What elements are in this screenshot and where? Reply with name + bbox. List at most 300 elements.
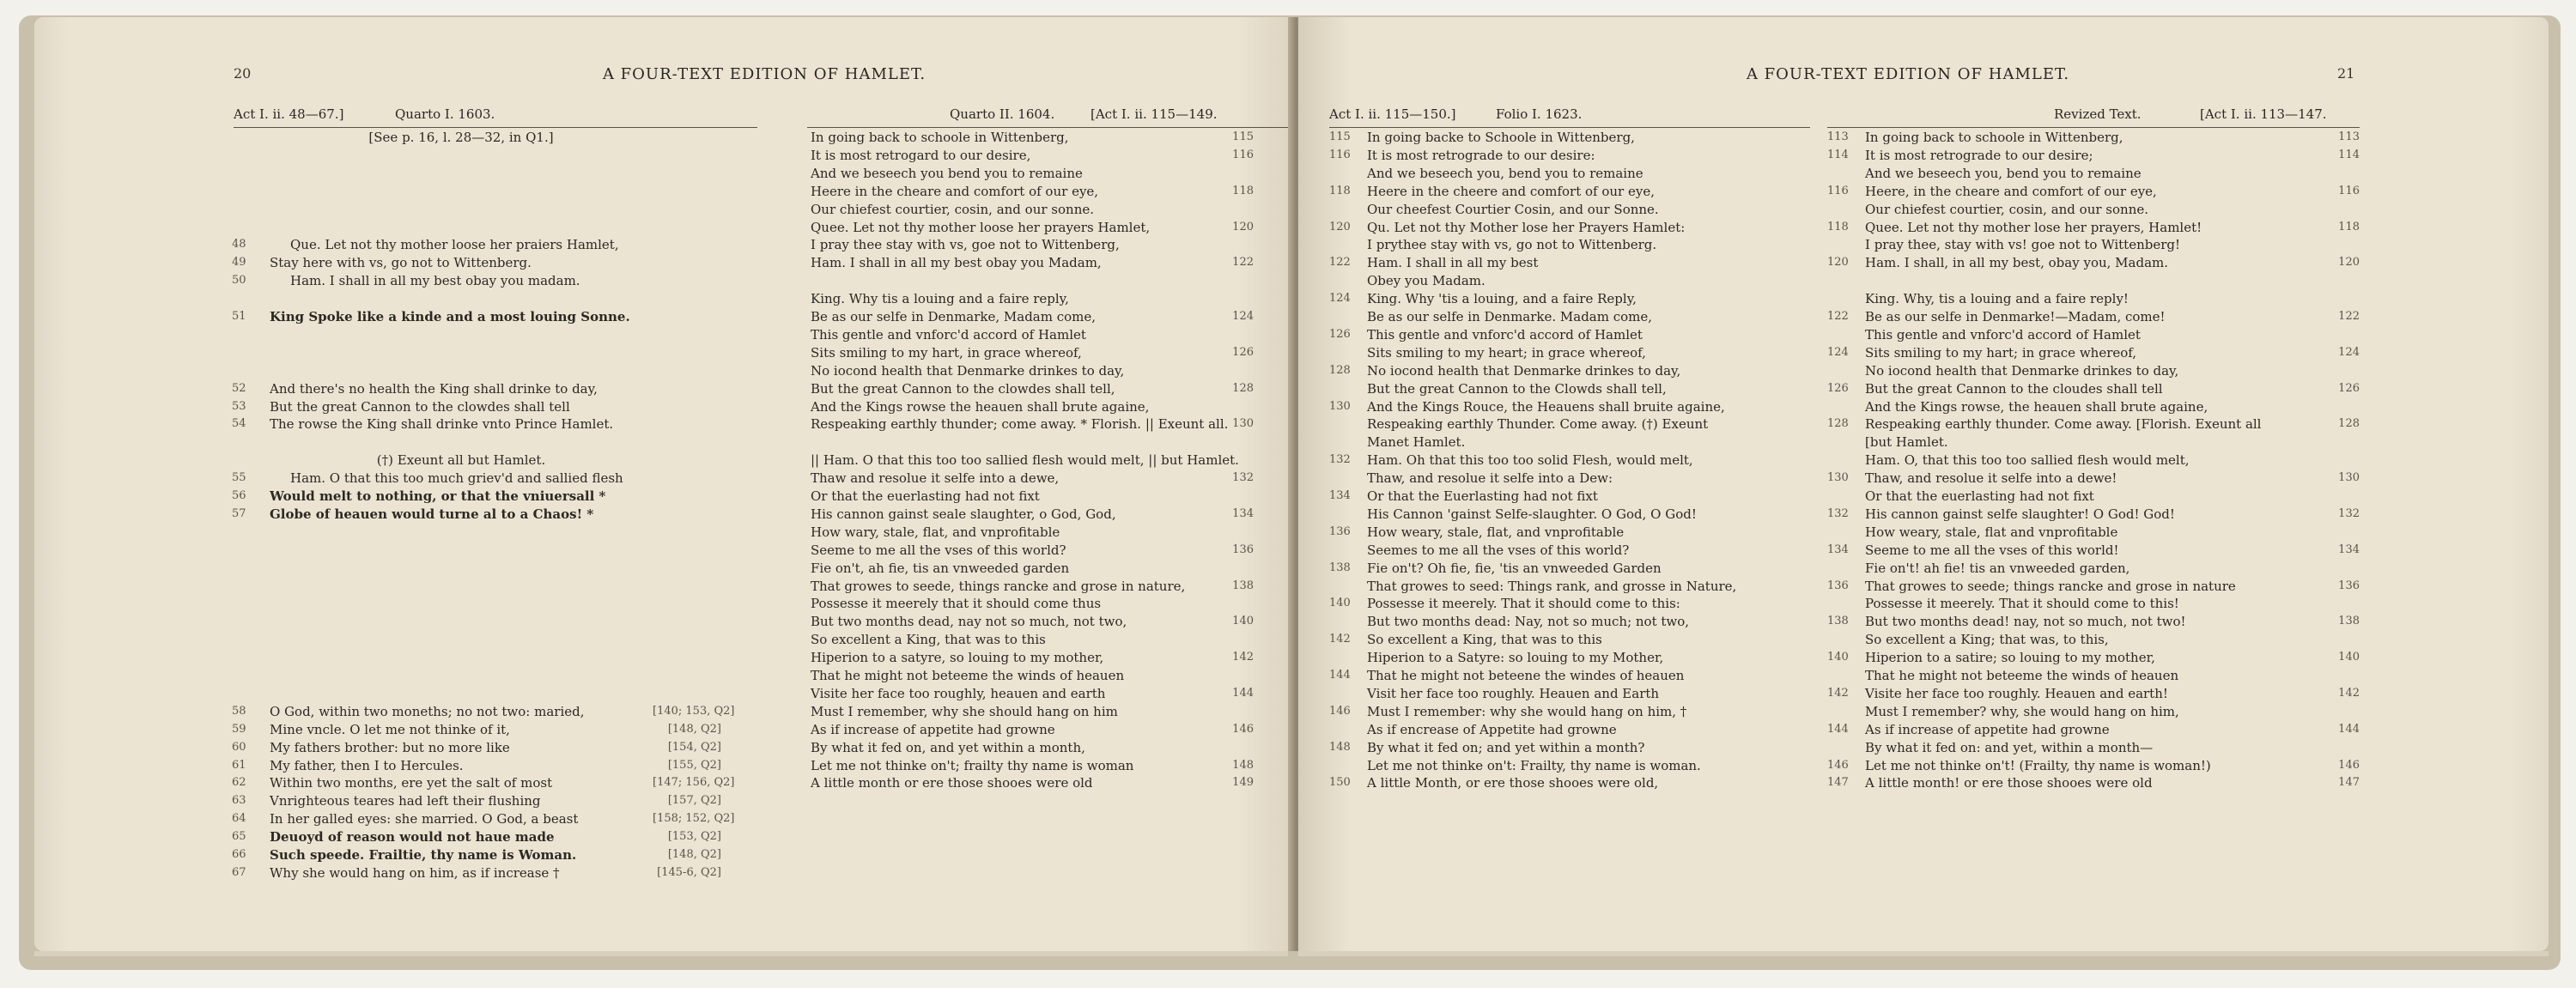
line-text: Fie on't? Oh fie, fie, 'tis an vnweeded Garden — [1367, 560, 1662, 576]
text-line — [773, 703, 1254, 720]
text-line — [1329, 236, 1810, 253]
line-text: And there's no health the King shall drinke to day, — [270, 380, 598, 397]
line-reference: 118 — [1232, 184, 1254, 197]
text-line — [1827, 326, 2360, 343]
text-line — [1329, 667, 1810, 684]
line-reference: 128 — [1232, 381, 1254, 395]
line-reference: 132 — [1232, 471, 1254, 485]
text-line — [1827, 362, 2360, 379]
text-line — [773, 236, 1254, 253]
text-line — [773, 721, 1254, 738]
page-edge-right — [1298, 951, 2549, 956]
line-text: As if increase of appetite had growne — [1865, 721, 2110, 737]
text-line — [773, 578, 1254, 595]
line-text: His cannon gainst selfe slaughter! O God! God! — [1865, 506, 2175, 522]
line-text: So excellent a King; that was, to this, — [1865, 632, 2109, 648]
text-line — [1827, 129, 2360, 146]
text-line — [773, 129, 1254, 146]
line-text: Hiperion to a satire; so louing to my mother, — [1865, 650, 2155, 666]
line-text: O God, within two moneths; no not two: maried, — [270, 703, 585, 719]
running-head: A FOUR-TEXT EDITION OF HAMLET. — [1746, 65, 2070, 83]
text-line — [773, 147, 1254, 164]
line-number: 116 — [1329, 148, 1351, 161]
text-line — [232, 828, 721, 846]
line-reference: 138 — [2338, 615, 2360, 628]
text-line — [1827, 488, 2360, 505]
text-line — [773, 201, 1254, 218]
text-line — [1329, 452, 1810, 469]
line-text: Respeaking earthly thunder; come away. * Florish. || Exeunt all. — [811, 416, 1229, 433]
line-reference: 144 — [2338, 722, 2360, 736]
line-text: As if increase of appetite had growne — [811, 721, 1055, 737]
text-line — [1329, 398, 1810, 415]
text-line — [1329, 344, 1810, 361]
line-reference: 144 — [1232, 686, 1254, 700]
line-reference: [147; 156, Q2] — [653, 776, 735, 790]
line-text: Within two months, ere yet the salt of most — [270, 775, 553, 791]
line-reference: [158; 152, Q2] — [653, 812, 735, 826]
line-reference: 115 — [1232, 130, 1254, 143]
line-number: 124 — [1827, 345, 1849, 359]
text-line — [773, 560, 1254, 577]
q2-rule — [807, 127, 1288, 128]
line-text: Seemes to me all the vses of this world? — [1367, 542, 1630, 558]
text-line — [773, 415, 1254, 433]
line-text: Stay here with vs, go not to Wittenberg. — [270, 255, 532, 271]
line-text: Ham. O that this too much griev'd and sallied flesh — [290, 470, 623, 487]
text-line — [773, 398, 1254, 415]
line-number: 48 — [232, 238, 246, 252]
text-line — [232, 506, 721, 523]
text-line — [773, 506, 1254, 523]
line-text: The rowse the King shall drinke vnto Prince Hamlet. — [270, 416, 614, 433]
line-number: 138 — [1827, 615, 1849, 628]
line-number: 144 — [1827, 722, 1849, 736]
line-reference: 134 — [2338, 542, 2360, 556]
line-text: Manet Hamlet. — [1367, 434, 1466, 451]
text-line — [1329, 219, 1810, 236]
line-reference: 149 — [1232, 776, 1254, 790]
line-reference: 142 — [2338, 686, 2360, 700]
text-line — [1329, 721, 1810, 738]
text-line — [1329, 774, 1810, 791]
line-reference: 140 — [1232, 615, 1254, 628]
text-line — [1329, 685, 1810, 702]
text-line — [773, 362, 1254, 379]
line-text: Hiperion to a Satyre: so louing to my Mother, — [1367, 650, 1664, 666]
text-line — [773, 667, 1254, 684]
line-reference: [155, Q2] — [667, 758, 721, 772]
line-text: Heere, in the cheare and comfort of our eye, — [1865, 183, 2157, 199]
line-number: 138 — [1329, 561, 1351, 574]
line-text: In going back to schoole in Wittenberg, — [1865, 130, 2123, 145]
line-number: 136 — [1329, 524, 1351, 538]
line-text: That he might not beteeme the winds of heauen — [811, 668, 1125, 683]
line-reference: 124 — [2338, 345, 2360, 359]
line-number: 57 — [232, 506, 246, 520]
line-text: No iocond health that Denmarke drinkes to day, — [811, 362, 1125, 379]
text-line — [773, 613, 1254, 630]
line-text: Sits smiling to my hart; in grace whereof, — [1865, 344, 2137, 361]
line-number: 140 — [1827, 651, 1849, 664]
line-number: 132 — [1827, 506, 1849, 520]
line-text: Our chiefest courtier, cosin, and our sonne. — [811, 201, 1094, 217]
line-reference: 120 — [2338, 256, 2360, 270]
line-number: 52 — [232, 381, 246, 395]
line-reference: 148 — [1232, 758, 1254, 772]
line-text: Ham. I shall, in all my best, obay you, Madam. — [1865, 255, 2169, 271]
line-text: Que. Let not thy mother loose her praiers Hamlet, — [290, 237, 619, 253]
f1-act-ref: Act I. ii. 115—150.] — [1329, 106, 1456, 122]
line-number: 58 — [232, 704, 246, 718]
line-text: How wary, stale, flat, and vnprofitable — [811, 524, 1060, 540]
line-text: I pray thee, stay with vs! goe not to Wittenberg! — [1865, 237, 2181, 253]
line-text: Sits smiling to my heart; in grace whereof, — [1367, 344, 1646, 361]
text-line — [1329, 631, 1810, 648]
line-number: 61 — [232, 758, 246, 772]
text-line — [232, 236, 721, 253]
line-number: 59 — [232, 722, 246, 736]
line-text: Why she would hang on him, as if increase † — [270, 864, 560, 881]
text-line — [1827, 542, 2360, 559]
text-line — [1329, 524, 1810, 541]
text-line — [1329, 308, 1810, 325]
line-reference: 116 — [1232, 148, 1254, 161]
line-text: But the great Cannon to the Clowds shall tell, — [1367, 380, 1667, 397]
text-line — [773, 524, 1254, 541]
text-line — [773, 595, 1254, 612]
line-number: 142 — [1827, 686, 1849, 700]
line-text: By what it fed on, and yet within a month, — [811, 739, 1085, 755]
line-number: 132 — [1329, 453, 1351, 467]
line-number: 49 — [232, 256, 246, 270]
text-line — [1329, 506, 1810, 523]
line-number: 118 — [1827, 220, 1849, 233]
line-text: Possesse it meerely. That it should come to this! — [1865, 596, 2179, 612]
text-line — [232, 703, 735, 720]
text-line — [1329, 488, 1810, 505]
line-reference: 114 — [2338, 148, 2360, 161]
line-number: 55 — [232, 471, 246, 485]
line-text: My father, then I to Hercules. — [270, 757, 464, 773]
line-text: Respeaking earthly Thunder. Come away. (†) Exeunt — [1367, 416, 1709, 433]
text-line — [1827, 433, 2360, 451]
line-text: No iocond health that Denmarke drinkes to day, — [1865, 362, 2179, 379]
line-reference: 138 — [1232, 579, 1254, 592]
line-text: In going back to schoole in Wittenberg, — [811, 130, 1069, 145]
line-text: But the great Cannon to the clowdes shall tell, — [811, 380, 1115, 397]
page-number: 20 — [234, 65, 252, 82]
line-reference: 124 — [1232, 310, 1254, 323]
text-line — [232, 308, 721, 325]
line-number: 150 — [1329, 776, 1351, 790]
line-reference: [153, Q2] — [667, 830, 721, 844]
text-line — [1329, 578, 1810, 595]
line-text: His cannon gainst seale slaughter, o God, God, — [811, 506, 1116, 522]
line-text: Or that the Euerlasting had not fixt — [1367, 488, 1598, 504]
line-text: || Ham. O that this too too sallied flesh would melt, || but Hamlet. — [811, 452, 1239, 469]
line-text: That growes to seed: Things rank, and grosse in Nature, — [1367, 578, 1737, 594]
line-text: But two months dead, nay not so much, not two, — [811, 614, 1127, 630]
line-reference: 116 — [2338, 184, 2360, 197]
line-text: Ham. Oh that this too too solid Flesh, would melt, — [1367, 452, 1693, 469]
line-number: 144 — [1329, 669, 1351, 682]
line-reference: 136 — [1232, 542, 1254, 556]
text-line — [773, 380, 1254, 397]
line-text: Our cheefest Courtier Cosin, and our Sonne. — [1367, 201, 1659, 217]
text-line — [1827, 254, 2360, 271]
line-reference: 126 — [2338, 381, 2360, 395]
line-reference: 120 — [1232, 220, 1254, 233]
line-text: But two months dead! nay, not so much, not two! — [1865, 614, 2186, 630]
q2-act-ref: [Act I. ii. 115—149. — [1091, 106, 1218, 122]
text-line — [1329, 433, 1810, 451]
line-text: Deuoyd of reason would not haue made — [270, 829, 555, 846]
rv-rule — [1827, 127, 2360, 128]
text-line — [1827, 219, 2360, 236]
line-number: 124 — [1329, 292, 1351, 306]
line-text: Ham. I shall in all my best — [1367, 255, 1539, 271]
text-line — [1827, 524, 2360, 541]
line-text: Seeme to me all the vses of this world? — [811, 542, 1066, 558]
text-line — [773, 631, 1254, 648]
line-number: 54 — [232, 417, 246, 431]
line-reference: [148, Q2] — [667, 848, 721, 861]
text-line — [773, 488, 1254, 505]
line-reference: 132 — [2338, 506, 2360, 520]
text-line — [1329, 739, 1810, 756]
line-text: Quee. Let not thy mother loose her prayers Hamlet, — [811, 219, 1151, 235]
text-line — [232, 810, 735, 827]
text-line — [1329, 165, 1810, 182]
line-text: Seeme to me all the vses of this world! — [1865, 542, 2119, 558]
line-number: 60 — [232, 740, 246, 754]
line-reference: 142 — [1232, 651, 1254, 664]
text-line — [773, 739, 1254, 756]
line-number: 56 — [232, 489, 246, 502]
text-line — [1329, 649, 1810, 666]
text-line — [773, 649, 1254, 666]
line-reference: 130 — [2338, 471, 2360, 485]
line-number: 126 — [1827, 381, 1849, 395]
line-text: But the great Cannon to the cloudes shall tell — [1865, 380, 2163, 397]
text-line — [773, 542, 1254, 559]
text-line — [1329, 470, 1810, 487]
line-number: 63 — [232, 794, 246, 808]
line-number: 126 — [1329, 327, 1351, 341]
line-text: Globe of heauen would turne al to a Chaos! * — [270, 506, 594, 522]
text-line — [1827, 685, 2360, 702]
text-line — [1827, 183, 2360, 200]
line-text: Let me not thinke on't: Frailty, thy name is woman. — [1367, 757, 1701, 773]
line-text: Be as our selfe in Denmarke!—Madam, come! — [1865, 309, 2166, 324]
text-line — [1827, 578, 2360, 595]
text-line — [1827, 703, 2360, 720]
text-line — [232, 757, 721, 774]
line-text: A little month or ere those shooes were old — [811, 775, 1093, 791]
line-text: Possesse it meerely that it should come thus — [811, 596, 1102, 612]
text-line — [1827, 613, 2360, 630]
text-line — [1827, 649, 2360, 666]
text-line — [1329, 595, 1810, 612]
line-text: My fathers brother: but no more like — [270, 739, 510, 755]
text-line — [1329, 129, 1810, 146]
line-reference: 118 — [2338, 220, 2360, 233]
line-text: [See p. 16, l. 28—32, in Q1.] — [368, 130, 554, 145]
line-text: Visite her face too roughly. Heauen and earth! — [1865, 685, 2168, 701]
line-number: 130 — [1329, 399, 1351, 413]
line-text: Respeaking earthly thunder. Come away. [Florish. Exeunt all — [1865, 416, 2262, 433]
text-line — [232, 864, 721, 882]
line-text: How weary, stale, flat, and vnprofitable — [1367, 524, 1625, 540]
line-reference: [157, Q2] — [667, 794, 721, 808]
text-line — [232, 380, 721, 397]
text-line — [773, 452, 1254, 469]
q1-rule — [234, 127, 757, 128]
line-text: And the Kings rowse, the heauen shall brute againe, — [1865, 398, 2208, 415]
text-line — [1329, 290, 1810, 307]
line-text: Sits smiling to my hart, in grace whereof, — [811, 344, 1082, 361]
line-text: King. Why, tis a louing and a faire reply! — [1865, 291, 2129, 307]
line-text: Would melt to nothing, or that the vniuersall * — [270, 488, 606, 504]
line-number: 118 — [1329, 184, 1351, 197]
text-line — [232, 792, 721, 809]
line-text: I prythee stay with vs, go not to Wittenberg. — [1367, 237, 1657, 253]
line-text: So excellent a King, that was to this — [1367, 632, 1602, 648]
line-text: Visit her face too roughly. Heauen and Earth — [1367, 685, 1660, 701]
line-text: Quee. Let not thy mother lose her prayers, Hamlet! — [1865, 219, 2202, 235]
text-line — [1827, 506, 2360, 523]
text-line — [1827, 380, 2360, 397]
line-text: Ham. O, that this too too sallied flesh would melt, — [1865, 452, 2190, 469]
line-reference: [145-6, Q2] — [657, 865, 721, 879]
line-text: His Cannon 'gainst Selfe-slaughter. O God, O God! — [1367, 506, 1697, 522]
line-number: 62 — [232, 776, 246, 790]
line-text: In her galled eyes: she married. O God, a beast — [270, 811, 579, 827]
text-line — [773, 165, 1254, 182]
text-line — [232, 398, 721, 415]
text-line — [232, 846, 721, 864]
line-text: Be as our selfe in Denmarke, Madam come, — [811, 309, 1097, 324]
line-text: As if encrease of Appetite had growne — [1367, 721, 1617, 737]
f1-rule — [1329, 127, 1810, 128]
line-text: This gentle and vnforc'd accord of Hamlet — [1367, 326, 1643, 342]
text-line — [1329, 147, 1810, 164]
text-line — [773, 183, 1254, 200]
text-line — [1329, 542, 1810, 559]
text-line — [1827, 308, 2360, 325]
line-text: By what it fed on: and yet, within a month— — [1865, 739, 2154, 755]
line-text: By what it fed on; and yet within a month? — [1367, 739, 1645, 755]
rv-act-ref: [Act I. ii. 113—147. — [2200, 106, 2327, 122]
line-number: 120 — [1827, 256, 1849, 270]
line-text: But the great Cannon to the clowdes shall tell — [270, 398, 570, 415]
line-number: 147 — [1827, 776, 1849, 790]
text-line — [1329, 272, 1810, 289]
line-reference: 146 — [2338, 758, 2360, 772]
line-number: 128 — [1329, 363, 1351, 377]
line-text: Must I remember: why she would hang on him, † — [1367, 703, 1687, 719]
text-line — [1827, 452, 2360, 469]
rv-label: Revized Text. — [2054, 106, 2142, 122]
line-reference: 147 — [2338, 776, 2360, 790]
line-number: 142 — [1329, 633, 1351, 646]
line-text: Vnrighteous teares had left their flushing — [270, 793, 541, 809]
line-number: 66 — [232, 848, 246, 861]
line-text: Mine vncle. O let me not thinke of it, — [270, 721, 510, 737]
line-reference: 122 — [2338, 310, 2360, 323]
text-line — [1827, 667, 2360, 684]
line-number: 148 — [1329, 740, 1351, 754]
line-reference: 140 — [2338, 651, 2360, 664]
line-number: 122 — [1329, 256, 1351, 270]
line-text: Our chiefest courtier, cosin, and our sonne. — [1865, 201, 2148, 217]
line-text: How weary, stale, flat and vnprofitable — [1865, 524, 2118, 540]
text-line — [773, 219, 1254, 236]
line-number: 51 — [232, 310, 246, 323]
line-text: (†) Exeunt all but Hamlet. — [376, 452, 546, 469]
line-text: Must I remember, why she should hang on him — [811, 703, 1118, 719]
line-reference: [154, Q2] — [667, 740, 721, 754]
line-text: Visite her face too roughly, heauen and earth — [811, 685, 1106, 701]
line-number: 53 — [232, 399, 246, 413]
text-line — [1329, 201, 1810, 218]
text-line — [232, 774, 735, 791]
line-reference: 136 — [2338, 579, 2360, 592]
line-number: 134 — [1329, 489, 1351, 502]
line-number: 128 — [1827, 417, 1849, 431]
line-number: 130 — [1827, 471, 1849, 485]
line-text: That growes to seede, things rancke and grose in nature, — [811, 578, 1186, 594]
line-number: 146 — [1827, 758, 1849, 772]
line-text: Fie on't! ah fie! tis an vnweeded garden, — [1865, 560, 2130, 576]
line-text: Let me not thinke on't! (Frailty, thy name is woman!) — [1865, 757, 2211, 773]
line-text: A little Month, or ere those shooes were old, — [1367, 775, 1659, 791]
line-text: Ham. I shall in all my best obay you madam. — [290, 273, 580, 289]
line-text: And the Kings rowse the heauen shall brute againe, — [811, 398, 1150, 415]
line-text: Must I remember? why, she would hang on him, — [1865, 703, 2179, 719]
text-line — [1329, 613, 1810, 630]
line-number: 136 — [1827, 579, 1849, 592]
line-number: 67 — [232, 865, 246, 879]
line-reference: [140; 153, Q2] — [653, 704, 735, 718]
text-line — [773, 685, 1254, 702]
text-line — [1827, 398, 2360, 415]
line-text: It is most retrograde to our desire; — [1865, 147, 2093, 163]
text-line — [1827, 236, 2360, 253]
line-number: 50 — [232, 274, 246, 288]
line-text: Thaw and resolue it selfe into a dewe, — [811, 470, 1060, 487]
line-number: 65 — [232, 830, 246, 844]
line-text: And the Kings Rouce, the Heauens shall bruite againe, — [1367, 398, 1725, 415]
text-line — [232, 470, 721, 487]
text-line — [232, 254, 721, 271]
text-line — [232, 452, 721, 469]
q2-label: Quarto II. 1604. — [950, 106, 1055, 122]
text-line — [1827, 415, 2360, 433]
text-line — [1329, 362, 1810, 379]
text-line — [1827, 560, 2360, 577]
line-reference: 134 — [1232, 506, 1254, 520]
f1-label: Folio I. 1623. — [1496, 106, 1583, 122]
line-number: 134 — [1827, 542, 1849, 556]
text-line — [1827, 595, 2360, 612]
line-text: Or that the euerlasting had not fixt — [1865, 488, 2094, 504]
line-text: This gentle and vnforc'd accord of Hamlet — [811, 326, 1086, 342]
text-line — [232, 129, 721, 146]
line-number: 146 — [1329, 704, 1351, 718]
line-reference: 122 — [1232, 256, 1254, 270]
